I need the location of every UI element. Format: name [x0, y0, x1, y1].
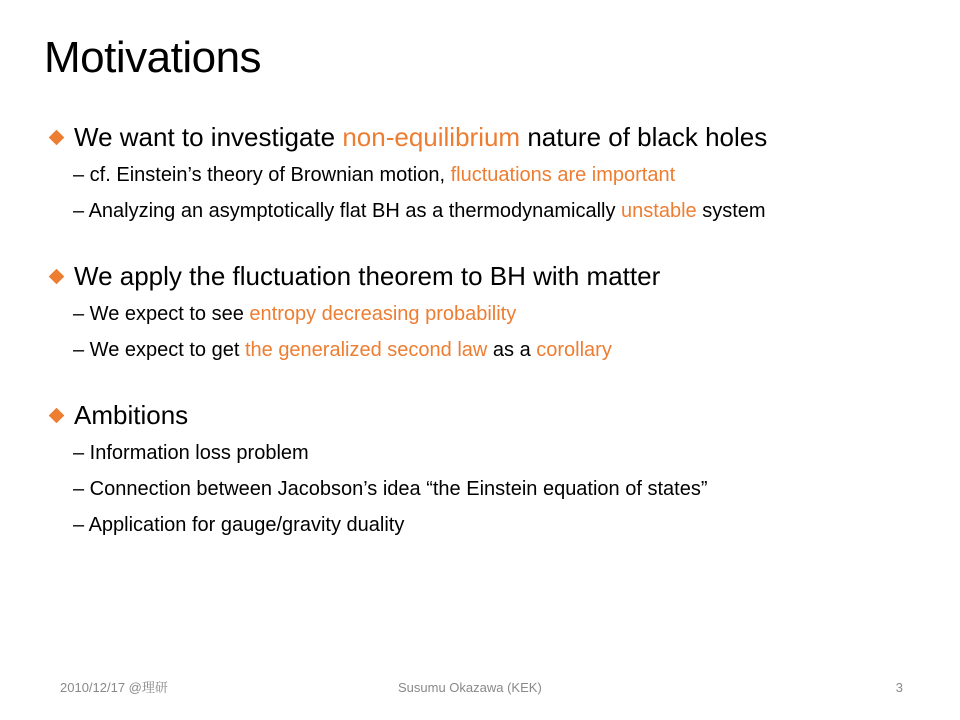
text-segment: We apply the fluctuation theorem to BH with matter [74, 261, 661, 291]
diamond-bullet-icon [49, 407, 65, 423]
slide-title: Motivations [44, 33, 262, 82]
text-segment: – Application for gauge/gravity duality [73, 514, 405, 536]
sub-bullet [73, 332, 938, 368]
text-segment: – Connection between Jacobson’s idea “the Einstein equation of states” [73, 478, 708, 500]
text-segment: We want to investigate [74, 122, 343, 152]
sub-bullet [73, 296, 938, 332]
main-bullet-text [74, 395, 188, 435]
diamond-bullet-icon [49, 268, 65, 284]
page-number: 3 [895, 680, 903, 695]
diamond-bullet-icon [49, 129, 65, 145]
sub-bullet [73, 471, 938, 507]
footer-date: 2010/12/17 @理研 [60, 680, 168, 695]
highlighted-text: unstable [621, 200, 697, 222]
main-bullet [48, 256, 938, 296]
section-spacer [48, 368, 938, 395]
text-segment: – We expect to get [73, 339, 245, 361]
text-segment: – We expect to see [73, 303, 250, 325]
highlighted-text: non-equilibrium [342, 122, 521, 152]
text-segment: – Information loss problem [73, 442, 309, 464]
text-segment: system [696, 200, 766, 222]
text-segment: Ambitions [74, 400, 189, 430]
section-spacer [48, 229, 938, 256]
main-bullet-text [74, 117, 767, 157]
sub-bullet [73, 157, 938, 193]
highlighted-text: fluctuations are important [450, 164, 676, 186]
text-segment: as a [487, 339, 537, 361]
bullet-list [48, 117, 938, 543]
main-bullet [48, 395, 938, 435]
main-bullet [48, 117, 938, 157]
main-bullet-text [74, 256, 660, 296]
sub-bullet [73, 435, 938, 471]
footer-author: Susumu Okazawa (KEK) [398, 680, 542, 695]
highlighted-text: the generalized second law [244, 339, 488, 361]
sub-bullet [73, 507, 938, 543]
text-segment: – Analyzing an asymptotically flat BH as a thermodynamically [73, 200, 622, 222]
highlighted-text: entropy decreasing probability [249, 303, 517, 325]
text-segment: nature of black holes [520, 122, 768, 152]
slide-body [48, 117, 938, 543]
highlighted-text: corollary [536, 339, 612, 361]
text-segment: – cf. Einstein’s theory of Brownian motion, [73, 164, 451, 186]
sub-bullet [73, 193, 938, 229]
